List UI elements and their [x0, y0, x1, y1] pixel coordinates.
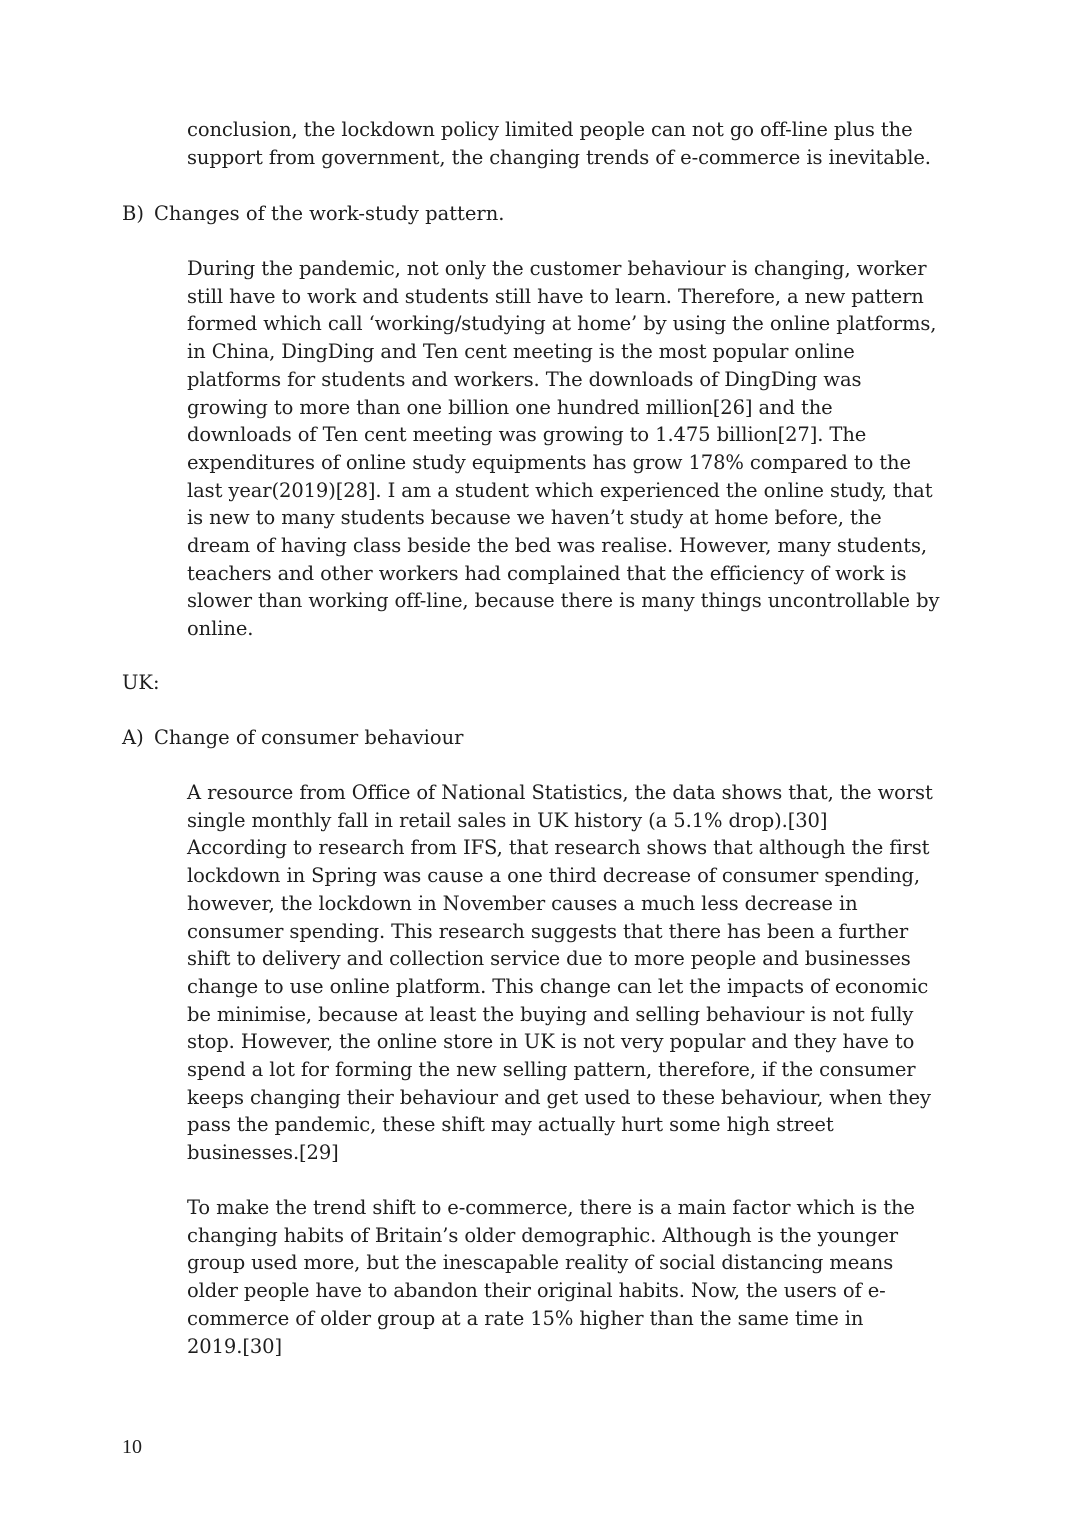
paragraph-line: 2019.[30]	[187, 1334, 282, 1358]
paragraph-line: slower than working off-line, because there is many things uncontrollable by	[187, 589, 940, 613]
paragraph-line: is new to many students because we haven’t study at home before, the	[187, 506, 882, 530]
paragraph-line: downloads of Ten cent meeting was growing to 1.475 billion[27]. The	[187, 423, 867, 447]
section-a-marker: A)	[122, 726, 144, 749]
paragraph-line: consumer spending. This research suggests that there has been a further	[187, 919, 909, 943]
paragraph-line: single monthly fall in retail sales in UK history (a 5.1% drop).[30]	[187, 808, 828, 832]
paragraph-line: platforms for students and workers. The downloads of DingDing was	[187, 367, 862, 391]
paragraph-line: businesses.[29]	[187, 1141, 339, 1165]
paragraph-line: dream of having class beside the bed was realise. However, many students,	[187, 534, 927, 558]
paragraph-line: expenditures of online study equipments has grow 178% compared to the	[187, 450, 911, 474]
paragraph-line: be minimise, because at least the buying and selling behaviour is not fully	[187, 1002, 914, 1026]
paragraph-line: changing habits of Britain’s older demographic. Although is the younger	[187, 1223, 899, 1247]
paragraph-line: pass the pandemic, these shift may actually hurt some high street	[187, 1113, 834, 1137]
section-a-heading	[122, 724, 463, 752]
paragraph-line: however, the lockdown in November causes a much less decrease in	[187, 891, 858, 915]
uk-heading: UK:	[122, 671, 160, 694]
paragraph-line: To make the trend shift to e-commerce, there is a main factor which is the	[187, 1196, 915, 1219]
paragraph-line: According to research from IFS, that research shows that although the first	[187, 836, 930, 860]
section-b-heading	[122, 200, 505, 228]
paragraph-line: last year(2019)[28]. I am a student which experienced the online study, that	[187, 478, 933, 502]
section-b-paragraph	[187, 255, 977, 643]
intro-paragraph	[187, 116, 977, 171]
page-number: 10	[122, 1436, 142, 1458]
section-a-title: Change of consumer behaviour	[154, 726, 464, 749]
section-a-paragraph-1	[187, 779, 977, 1167]
paragraph-line: change to use online platform. This change can let the impacts of economic	[187, 974, 929, 998]
paragraph-line: support from government, the changing trends of e-commerce is inevitable.	[187, 145, 931, 169]
paragraph-line: spend a lot for forming the new selling pattern, therefore, if the consumer	[187, 1058, 916, 1082]
paragraph-line: formed which call ‘working/studying at home’ by using the online platforms,	[187, 312, 937, 336]
paragraph-line: lockdown in Spring was cause a one third decrease of consumer spending,	[187, 864, 921, 888]
section-b-title: Changes of the work-study pattern.	[154, 202, 505, 225]
paragraph-line: keeps changing their behaviour and get used to these behaviour, when they	[187, 1085, 931, 1109]
section-a-paragraph-2	[187, 1194, 977, 1360]
paragraph-line: older people have to abandon their original habits. Now, the users of e-	[187, 1279, 886, 1303]
paragraph-line: growing to more than one billion one hundred million[26] and the	[187, 395, 833, 419]
paragraph-line: conclusion, the lockdown policy limited people can not go off-line plus the	[187, 118, 913, 141]
paragraph-line: During the pandemic, not only the customer behaviour is changing, worker	[187, 257, 927, 280]
paragraph-line: A resource from Office of National Statistics, the data shows that, the worst	[187, 781, 933, 804]
paragraph-line: stop. However, the online store in UK is not very popular and they have to	[187, 1030, 915, 1054]
paragraph-line: teachers and other workers had complained that the efficiency of work is	[187, 561, 907, 585]
section-b-marker: B)	[122, 202, 144, 225]
paragraph-line: shift to delivery and collection service due to more people and businesses	[187, 947, 911, 971]
paragraph-line: group used more, but the inescapable reality of social distancing means	[187, 1251, 894, 1275]
paragraph-line: in China, DingDing and Ten cent meeting is the most popular online	[187, 340, 855, 364]
paragraph-line: still have to work and students still have to learn. Therefore, a new pattern	[187, 284, 924, 308]
paragraph-line: online.	[187, 617, 254, 641]
paragraph-line: commerce of older group at a rate 15% higher than the same time in	[187, 1306, 864, 1330]
